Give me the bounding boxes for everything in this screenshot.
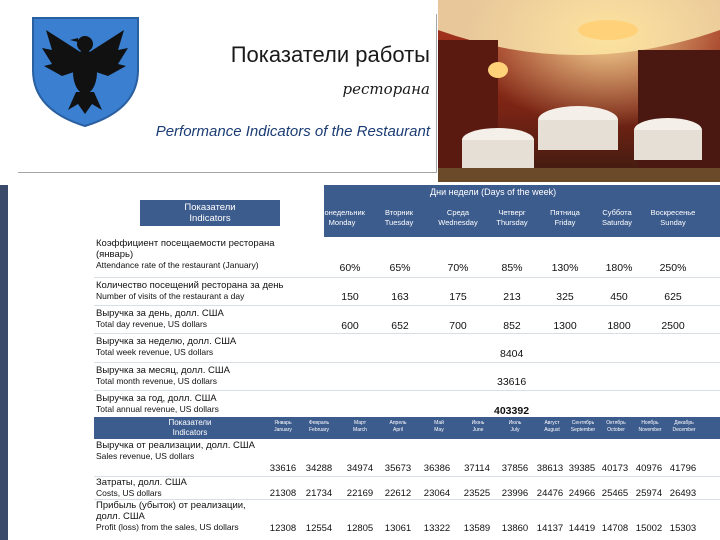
table-row-label [96, 280, 316, 302]
table-cell: 70% [447, 262, 469, 274]
month-en: November [638, 427, 662, 433]
month-en: July [510, 427, 520, 433]
row-label-en: Costs, US dollars [96, 488, 162, 498]
month-en: October [607, 427, 625, 433]
table-cell: 22612 [384, 488, 412, 499]
table-cell: 1800 [607, 320, 631, 332]
row-label-en: Sales revenue, US dollars [96, 451, 195, 461]
table-cell: 23996 [501, 488, 529, 499]
table-cell: 130% [551, 262, 579, 274]
month-en: January [274, 427, 292, 433]
table-cell: 213 [503, 291, 521, 303]
row-label-en: Total annual revenue, US dollars [96, 404, 219, 414]
row-label-ru: Прибыль (убыток) от реализации, долл. США [96, 500, 246, 522]
day-ru: Воскресенье [650, 208, 696, 217]
row-label-en: Total day revenue, US dollars [96, 319, 208, 329]
row-label-ru: Коэффициент посещаемости ресторана (январь) [96, 238, 275, 260]
table-cell: 22169 [346, 488, 374, 499]
table-cell: 852 [503, 320, 521, 332]
table-cell: 12805 [346, 523, 374, 534]
row-divider [94, 305, 720, 306]
table-cell: 13061 [384, 523, 412, 534]
row-label-ru: Выручка за год, долл. США [96, 393, 217, 404]
month-header [343, 420, 377, 434]
table-cell: 37856 [501, 463, 529, 474]
table-cell: 15303 [669, 523, 697, 534]
table-cell: 15002 [635, 523, 663, 534]
month-header [422, 420, 456, 434]
table-cell: 24476 [536, 488, 564, 499]
table-cell: 26493 [669, 488, 697, 499]
month-en: February [308, 427, 329, 433]
day-ru: Понедельник [319, 208, 365, 217]
month-header [535, 420, 569, 434]
month-ru: Февраль [308, 420, 330, 426]
table-cell: 13589 [463, 523, 491, 534]
table-row-label [96, 336, 316, 358]
row-label-en: Total week revenue, US dollars [96, 347, 214, 357]
table-cell: 40173 [601, 463, 629, 474]
month-en: August [544, 427, 560, 433]
table-cell: 37114 [464, 463, 490, 474]
month-en: December [672, 427, 696, 433]
indicators-header-ru: Показатели [184, 202, 236, 213]
day-en: Friday [554, 218, 576, 227]
row-label-ru: Выручка за месяц, долл. США [96, 365, 230, 376]
month-ru: Ноябрь [641, 420, 659, 426]
month-ru: Сентябрь [571, 420, 595, 426]
title-ru-subtitle: ресторана [342, 80, 430, 98]
table-cell: 150 [341, 291, 359, 303]
table-cell: 163 [391, 291, 409, 303]
indicators-header-months [150, 418, 230, 438]
table-cell: 36386 [423, 463, 451, 474]
day-en: Sunday [660, 218, 686, 227]
month-header [461, 420, 495, 434]
table-cell: 21734 [305, 488, 333, 499]
table-cell: 700 [449, 320, 467, 332]
month-en: March [353, 427, 367, 433]
row-divider [94, 277, 720, 278]
row-divider [94, 362, 720, 363]
table-cell: 14708 [601, 523, 629, 534]
row-label-en: Attendance rate of the restaurant (January) [96, 260, 259, 270]
month-ru: Апрель [389, 420, 407, 426]
row-label-ru: Затраты, долл. США [96, 477, 187, 488]
day-en: Tuesday [384, 218, 414, 227]
table-cell: 23064 [423, 488, 451, 499]
day-ru: Среда [446, 208, 470, 217]
month-ru: Декабрь [674, 420, 694, 426]
table-cell: 39385 [568, 463, 596, 474]
month-ru: Август [544, 420, 560, 426]
week-revenue-value: 8404 [500, 348, 524, 360]
table-cell: 652 [391, 320, 409, 332]
row-label-en: Profit (loss) from the sales, US dollars [96, 522, 239, 532]
table-row-label [96, 308, 316, 330]
month-en: April [392, 427, 403, 433]
table-cell: 2500 [661, 320, 685, 332]
row-label-ru: Выручка за день, долл. США [96, 308, 224, 319]
table-cell: 180% [605, 262, 633, 274]
table-cell: 41796 [669, 463, 697, 474]
month-header [498, 420, 532, 434]
table-cell: 12308 [269, 523, 297, 534]
month-ru: Март [354, 420, 366, 426]
table-cell: 85% [501, 262, 523, 274]
title-ru: Показатели работы [230, 42, 430, 67]
table-cell: 1300 [553, 320, 577, 332]
table-row-label [96, 238, 306, 271]
row-label-ru: Выручка от реализации, долл. США [96, 440, 255, 451]
days-of-week-title: Дни недели (Days of the week) [430, 187, 557, 197]
table-cell: 250% [659, 262, 687, 274]
row-label-en: Total month revenue, US dollars [96, 376, 217, 386]
month-header [302, 420, 336, 434]
table-row-label [96, 365, 316, 387]
row-label-ru: Выручка за неделю, долл. США [96, 336, 237, 347]
month-en: September [570, 427, 596, 433]
month-header [266, 420, 300, 434]
table-cell: 600 [341, 320, 359, 332]
table-cell: 25465 [601, 488, 629, 499]
month-ru: Октябрь [606, 420, 626, 426]
month-header [381, 420, 415, 434]
month-revenue-value: 33616 [497, 376, 527, 388]
table-row-label [96, 500, 261, 533]
table-cell: 60% [339, 262, 361, 274]
row-divider [94, 333, 720, 334]
table-cell: 38613 [536, 463, 564, 474]
day-en: Saturday [601, 218, 633, 227]
table-cell: 65% [389, 262, 411, 274]
indicators-header-ru: Показатели [168, 418, 212, 427]
indicators-header-en: Indicators [172, 428, 208, 437]
month-en: May [434, 427, 444, 433]
day-header [638, 208, 708, 228]
day-en: Thursday [496, 218, 528, 227]
table-cell: 34974 [346, 463, 374, 474]
table-cell: 13860 [501, 523, 529, 534]
annual-revenue-value: 403392 [494, 405, 530, 417]
day-en: Wednesday [438, 218, 478, 227]
day-en: Monday [328, 218, 356, 227]
table-cell: 450 [610, 291, 628, 303]
table-cell: 325 [556, 291, 574, 303]
day-ru: Пятница [550, 208, 580, 217]
table-cell: 23525 [463, 488, 491, 499]
day-ru: Четверг [498, 208, 526, 217]
month-header [667, 420, 701, 434]
table-row-label [96, 393, 316, 415]
table-cell: 13322 [423, 523, 451, 534]
indicators-header-en: Indicators [189, 213, 231, 224]
table-cell: 12554 [305, 523, 333, 534]
table-cell: 33616 [269, 463, 297, 474]
indicators-header [140, 200, 280, 226]
table-row-label [96, 477, 261, 499]
table-cell: 24966 [568, 488, 596, 499]
table-cell: 175 [449, 291, 467, 303]
table-row-label [96, 440, 261, 462]
month-ru: Январь [274, 420, 292, 426]
month-header [599, 420, 633, 434]
month-en: June [472, 427, 484, 433]
day-ru: Вторник [384, 208, 414, 217]
table-cell: 21308 [269, 488, 297, 499]
month-header [566, 420, 600, 434]
month-ru: Июнь [471, 420, 485, 426]
month-header [633, 420, 667, 434]
day-ru: Суббота [602, 208, 632, 217]
table-cell: 40976 [635, 463, 663, 474]
table-cell: 14137 [536, 523, 564, 534]
row-divider [94, 390, 720, 391]
table-cell: 25974 [635, 488, 663, 499]
table-cell: 35673 [384, 463, 412, 474]
month-ru: Июль [508, 420, 522, 426]
table-cell: 625 [664, 291, 682, 303]
row-label-en: Number of visits of the restaurant a day [96, 291, 245, 301]
row-label-ru: Количество посещений ресторана за день [96, 280, 284, 291]
restaurant-interior-photo [438, 0, 720, 182]
left-accent-bar [0, 185, 8, 540]
table-cell: 14419 [568, 523, 596, 534]
title-en: Performance Indicators of the Restaurant [155, 123, 430, 140]
table-cell: 34288 [305, 463, 333, 474]
month-ru: Май [434, 420, 444, 426]
